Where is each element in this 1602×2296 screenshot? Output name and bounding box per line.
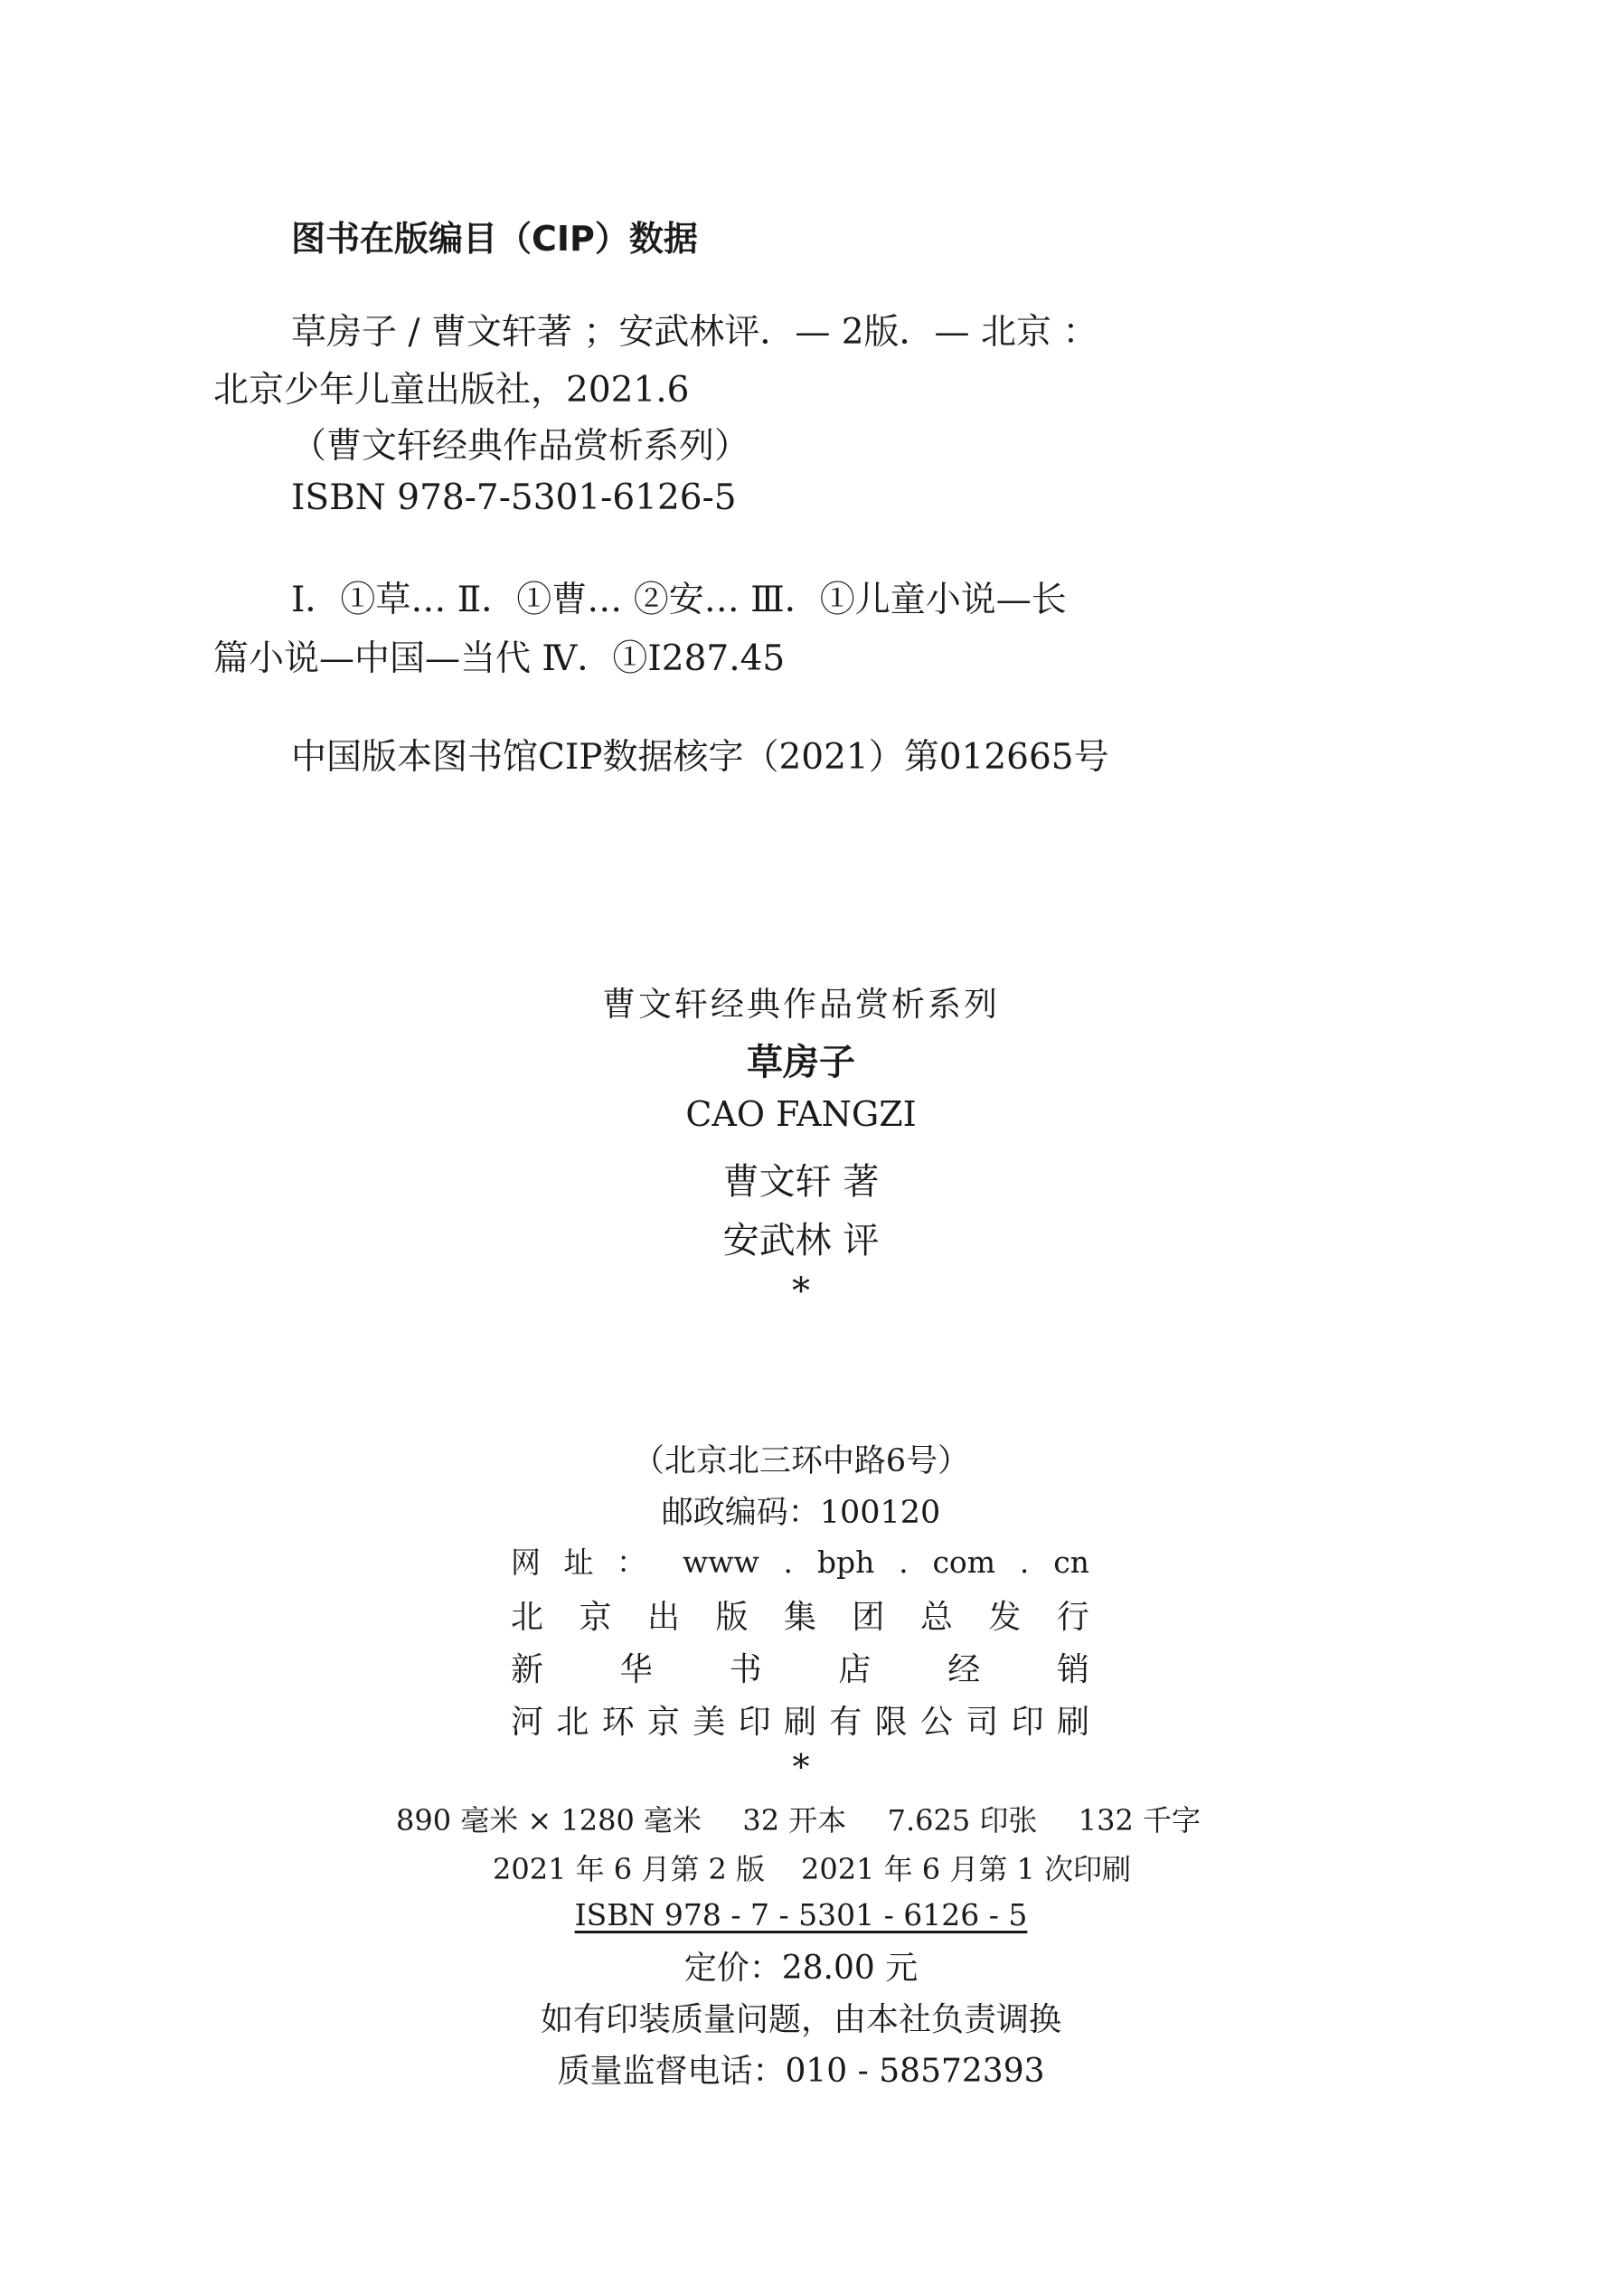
- printer-char: 有: [829, 1704, 862, 1741]
- url-part: www: [683, 1545, 759, 1580]
- book-title: 草房子: [747, 1042, 855, 1083]
- website-row: [511, 1539, 1089, 1582]
- price: 定价：28.00 元: [683, 1950, 919, 1987]
- publisher-char: 发: [988, 1599, 1022, 1636]
- publisher-char: 北: [511, 1599, 544, 1636]
- cip-record-number: 中国版本图书馆CIP数据核字（2021）第012665号: [291, 737, 1109, 778]
- imprint-separator-star: *: [792, 1747, 810, 1787]
- printer-char: 环: [601, 1704, 635, 1741]
- distributor-char: 经: [947, 1651, 981, 1688]
- url-part: com: [932, 1545, 996, 1580]
- printer-char: 美: [693, 1704, 726, 1741]
- website-label: [511, 1539, 646, 1582]
- publisher-line: [511, 1592, 1089, 1638]
- imprint-isbn-text: ISBN 978 - 7 - 5301 - 6126 - 5: [574, 1897, 1028, 1932]
- edition-date: 2021 年 6 月第 2 版: [493, 1852, 766, 1886]
- author-line: 曹文轩 著: [722, 1161, 880, 1203]
- publisher-char: 总: [919, 1599, 953, 1636]
- spec-word-count: 132 千字: [1078, 1803, 1201, 1838]
- website-label-char: ：: [617, 1545, 646, 1580]
- cip-classification-line-1: Ⅰ．①草… Ⅱ．①曹… ②安… Ⅲ．①儿童小说—长: [291, 580, 1067, 620]
- printer-char: 印: [1011, 1704, 1044, 1741]
- url-part: bph: [816, 1545, 875, 1580]
- quality-hotline: 质量监督电话：010 - 58572393: [557, 2053, 1045, 2090]
- url-part: .: [783, 1545, 794, 1580]
- printing-date: 2021 年 6 月第 1 次印刷: [801, 1852, 1132, 1886]
- quality-notice: 如有印装质量问题，由本社负责调换: [540, 2001, 1061, 2038]
- printer-char: 刷: [1056, 1704, 1089, 1741]
- publisher-char: 版: [715, 1599, 749, 1636]
- distributor-line: [511, 1644, 1089, 1690]
- printer-char: 公: [919, 1704, 953, 1741]
- cip-classification-line-2: 篇小说—中国—当代 Ⅳ．①I287.45: [213, 638, 786, 679]
- distributor-char: 新: [511, 1651, 544, 1688]
- url-part: cn: [1053, 1545, 1089, 1580]
- printer-char: 河: [511, 1704, 544, 1741]
- publisher-char: 京: [579, 1599, 612, 1636]
- cip-isbn: ISBN 978-7-5301-6126-5: [291, 477, 737, 518]
- book-specs: [396, 1798, 1201, 1839]
- url-part: .: [1019, 1545, 1030, 1580]
- printer-line: [511, 1696, 1089, 1743]
- publisher-address: （北京北三环中路6号）: [632, 1443, 970, 1479]
- url-part: .: [899, 1545, 909, 1580]
- spec-sheets: 7.625 印张: [887, 1803, 1038, 1838]
- cip-heading: 图书在版编目（CIP）数据: [291, 219, 698, 259]
- printer-char: 刷: [783, 1704, 816, 1741]
- cip-series: （曹文轩经典作品赏析系列）: [291, 426, 750, 467]
- publisher-char: 出: [646, 1599, 680, 1636]
- printer-char: 京: [646, 1704, 680, 1741]
- postcode: 邮政编码：100120: [661, 1495, 941, 1531]
- distributor-char: 销: [1056, 1651, 1089, 1688]
- printer-char: 北: [556, 1704, 589, 1741]
- printer-char: 司: [966, 1704, 999, 1741]
- website-label-char: 址: [563, 1545, 594, 1580]
- website-label-char: 网: [511, 1545, 541, 1580]
- cip-entry-line-2: 北京少年儿童出版社，2021.6: [213, 370, 690, 411]
- series-name: 曹文轩经典作品赏析系列: [602, 985, 1000, 1024]
- spec-folio: 32 开本: [742, 1803, 847, 1838]
- distributor-char: 店: [838, 1651, 872, 1688]
- website-value: [683, 1545, 1089, 1580]
- reviewer-line: 安武林 评: [722, 1220, 880, 1261]
- publisher-char: 行: [1056, 1599, 1089, 1636]
- distributor-char: 书: [729, 1651, 762, 1688]
- publisher-char: 团: [852, 1599, 885, 1636]
- printer-char: 印: [738, 1704, 771, 1741]
- imprint-isbn: [0, 1897, 1602, 1932]
- spec-format: 890 毫米 × 1280 毫米: [396, 1803, 702, 1838]
- distributor-char: 华: [619, 1651, 653, 1688]
- publisher-char: 集: [783, 1599, 816, 1636]
- printer-char: 限: [874, 1704, 908, 1741]
- cip-entry-line-1: 草房子 / 曹文轩著 ；安武林评．— 2版．— 北京 ：: [291, 312, 1098, 353]
- book-title-pinyin: CAO FANGZI: [685, 1094, 917, 1134]
- separator-star: *: [792, 1271, 810, 1312]
